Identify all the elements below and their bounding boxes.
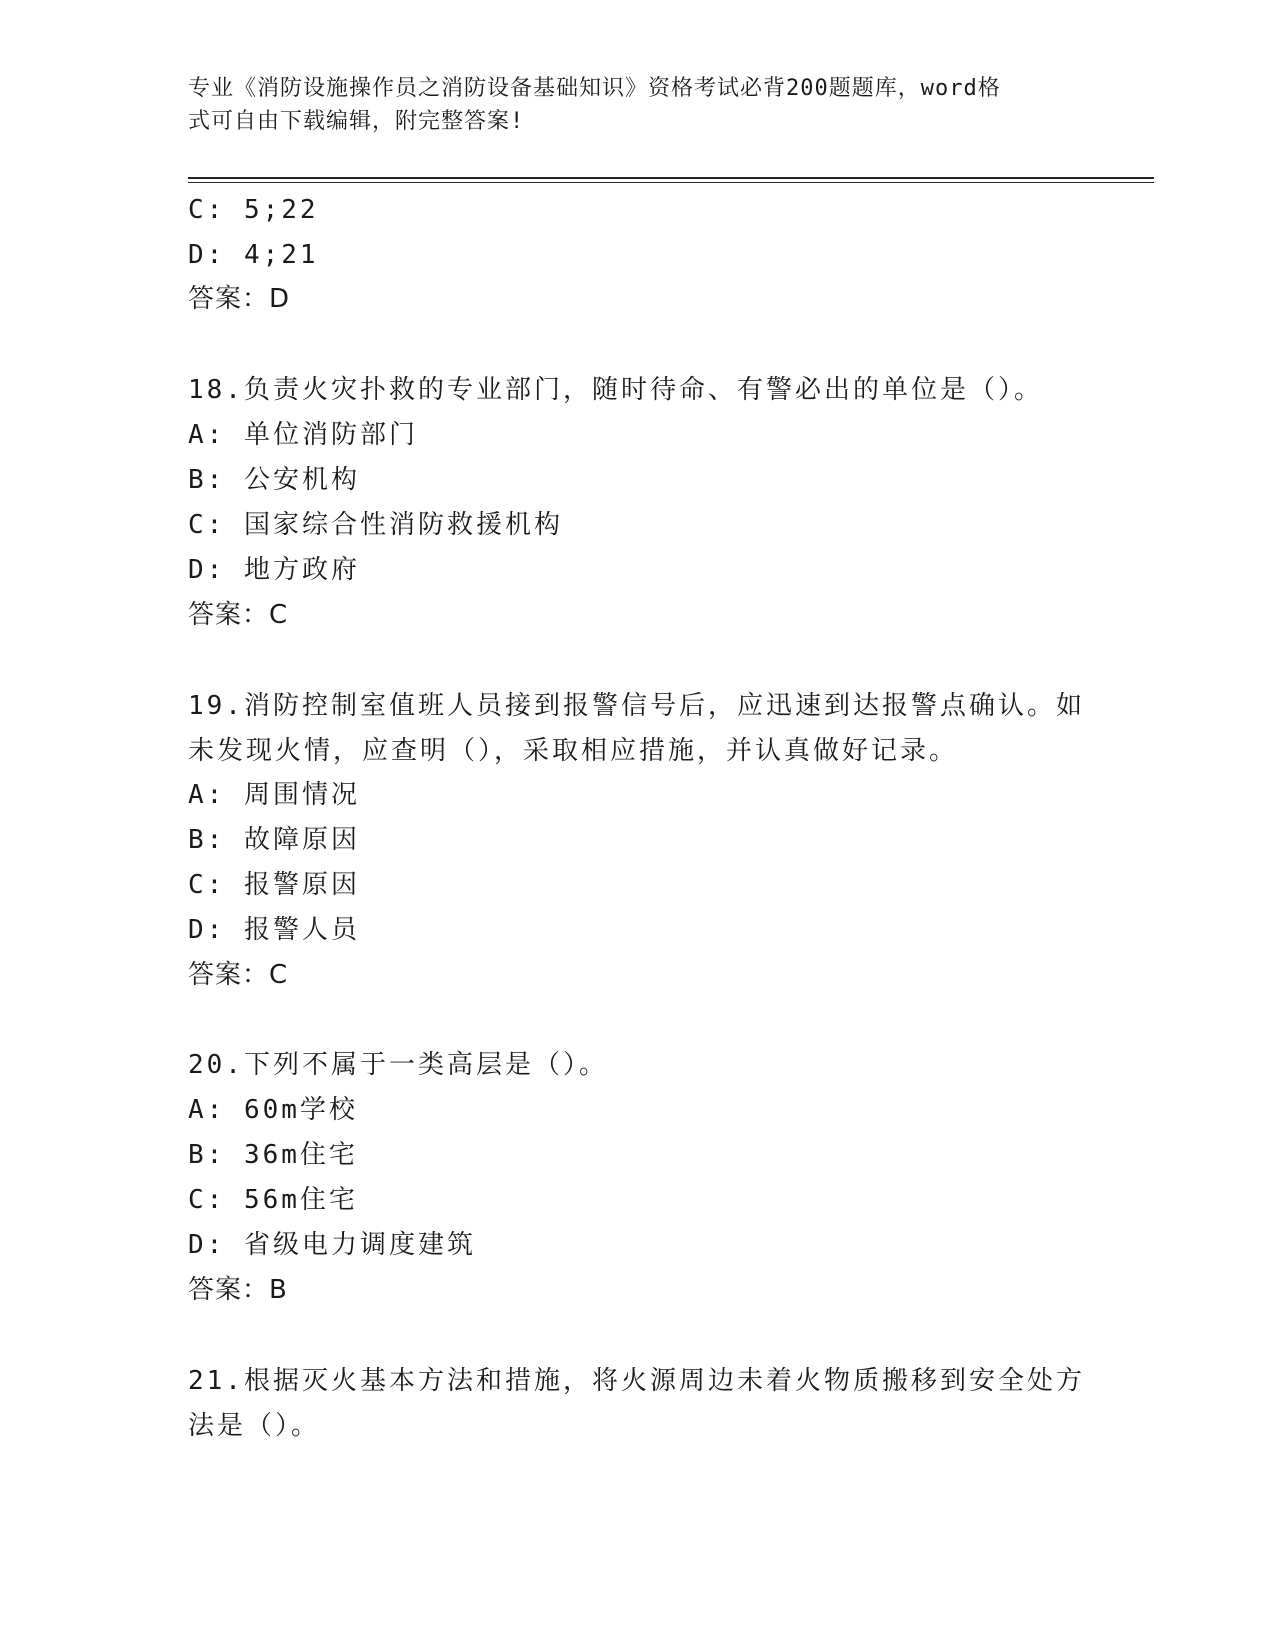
q18-stem: 18.负责火灾扑救的专业部门，随时待命、有警必出的单位是（）。: [188, 375, 1043, 405]
q18-option-b: B: 公安机构: [188, 465, 360, 495]
q17-answer: 答案：D: [188, 284, 291, 314]
q20-option-b: B: 36m住宅: [188, 1140, 358, 1170]
q19-stem-line-2: 未发现火情，应查明（），采取相应措施，并认真做好记录。: [188, 736, 959, 766]
q19-option-d: D: 报警人员: [188, 915, 360, 945]
q18-option-c: C: 国家综合性消防救援机构: [188, 510, 563, 540]
q19-stem-line-1: 19.消防控制室值班人员接到报警信号后，应迅速到达报警点确认。如: [188, 691, 1085, 721]
document-header: [188, 72, 1068, 138]
q21-stem-line-1: 21.根据灭火基本方法和措施，将火源周边未着火物质搬移到安全处方: [188, 1366, 1085, 1396]
q18-answer: 答案：C: [188, 600, 289, 630]
q19-answer: 答案：C: [188, 960, 289, 990]
q19-option-b: B: 故障原因: [188, 825, 360, 855]
header-divider-thin: [188, 182, 1154, 183]
header-line-2: 式可自由下载编辑，附完整答案!: [188, 109, 525, 134]
q20-option-c: C: 56m住宅: [188, 1185, 358, 1215]
header-line-1: 专业《消防设施操作员之消防设备基础知识》资格考试必背200题题库，word格: [188, 76, 1001, 101]
q19-option-a: A: 周围情况: [188, 780, 360, 810]
q19-option-c: C: 报警原因: [188, 870, 360, 900]
q20-option-d: D: 省级电力调度建筑: [188, 1230, 476, 1260]
q20-answer: 答案：B: [188, 1275, 288, 1305]
q21-stem-line-2: 法是（）。: [188, 1411, 321, 1441]
q17-option-d: D: 4;21: [188, 240, 319, 270]
header-divider-thick: [188, 177, 1154, 179]
q20-option-a: A: 60m学校: [188, 1095, 358, 1125]
q20-stem: 20.下列不属于一类高层是（）。: [188, 1050, 608, 1080]
q17-option-c: C: 5;22: [188, 195, 319, 225]
q18-option-d: D: 地方政府: [188, 555, 360, 585]
q18-option-a: A: 单位消防部门: [188, 420, 418, 450]
